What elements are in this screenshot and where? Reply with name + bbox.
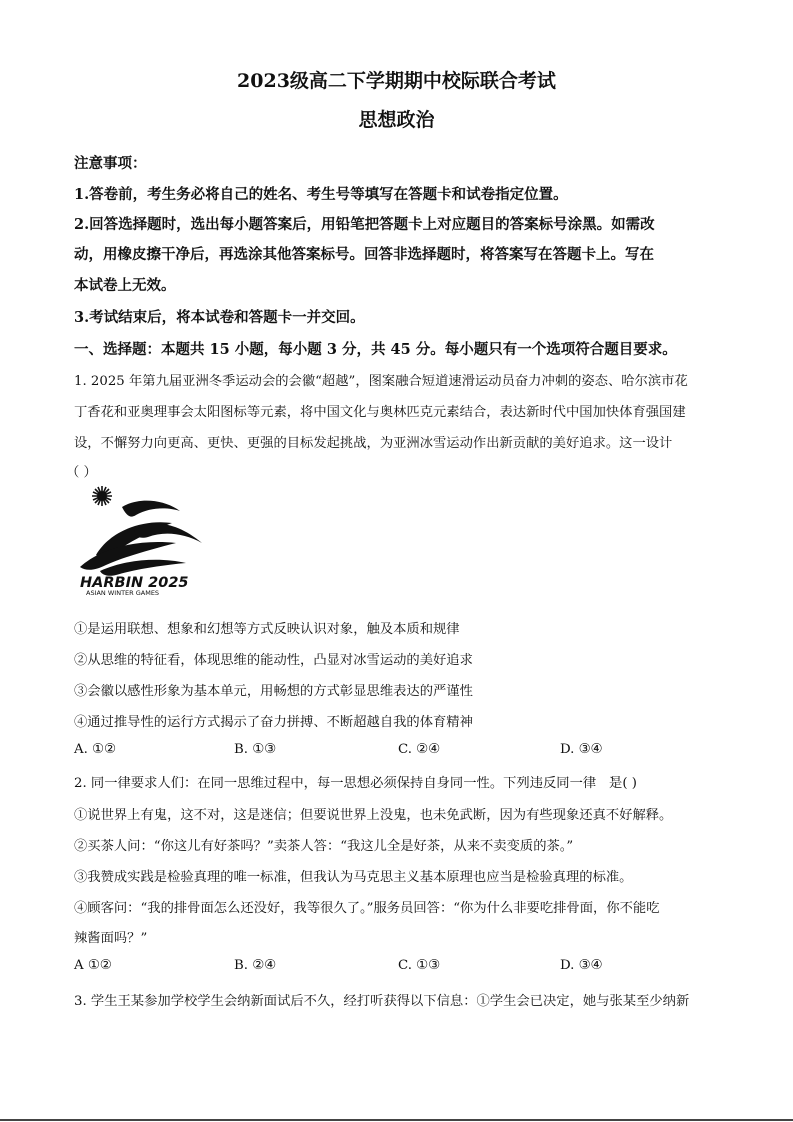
note-1: 1.答卷前，考生务必将自己的姓名、考生号等填写在答题卡和试卷指定位置。 [74,186,568,203]
q2-option-3: ③我赞成实践是检验真理的唯一标准，但我认为马克思主义基本原理也应当是检验真理的标准。 [74,870,633,885]
note-3: 3.考试结束后，将本试卷和答题卡一并交回。 [74,309,365,326]
q1-answer-paren: （ ） [66,465,97,480]
logo-text-harbin: HARBIN 2025 [80,575,189,591]
q1-choice-d: D. ③④ [560,742,603,757]
q2-option-4-line-2: 辣酱面吗？” [74,931,148,946]
q1-option-4: ④通过推导性的运行方式揭示了奋力拼搏、不断超越自我的体育精神 [74,715,473,730]
q1-stem-line-2: 丁香花和亚奥理事会太阳图标等元素，将中国文化与奥林匹克元素结合，表达新时代中国加快体育强国建 [74,405,686,420]
q1-choice-b: B. ①③ [234,742,277,757]
exam-title: 2023级高二下学期期中校际联合考试 [237,70,556,92]
q2-stem: 2. 同一律要求人们：在同一思维过程中，每一思想必须保持自身同一性。下列违反同一律ᅟ̀是( ) [74,776,637,791]
q2-option-4-line-1: ④顾客问：“我的排骨面怎么还没好，我等很久了。”服务员回答：“你为什么非要吃排骨面，你不能吃 [74,901,660,916]
q2-choice-b: B. ②④ [234,958,277,973]
q2-choice-d: D. ③④ [560,958,603,973]
q3-stem: 3. 学生王某参加学校学生会纳新面试后不久，经打听获得以下信息：①学生会已决定，她与张某至少纳新 [74,994,690,1009]
note-2-line-2: 动，用橡皮擦干净后，再选涂其他答案标号。回答非选择题时，将答案写在答题卡上。写在 [74,246,654,263]
section-heading: 一、选择题：本题共 15 小题，每小题 3 分，共 45 分。每小题只有一个选项符合题目要求。 [74,341,677,358]
logo-text-asian-winter-games: ASIAN WINTER GAMES [86,589,160,597]
note-2-line-1: 2.回答选择题时，选出每小题答案后，用铅笔把答题卡上对应题目的答案标号涂黑。如需改 [74,216,655,233]
subject-title: 思想政治 [358,109,435,131]
q1-option-1: ①是运用联想、想象和幻想等方式反映认识对象，触及本质和规律 [74,622,460,637]
sun-icon [92,486,112,506]
q1-option-3: ③会徽以感性形象为基本单元，用畅想的方式彰显思维表达的严谨性 [74,684,473,699]
q2-choice-a: A ①② [74,958,112,973]
note-2-line-3: 本试卷上无效。 [74,277,176,294]
q1-choice-c: C. ②④ [398,742,440,757]
q1-choice-a: A. ①② [74,742,116,757]
page-bottom-divider [0,1119,793,1121]
harbin-2025-logo [76,485,206,597]
logo-graphic [76,485,206,597]
skater-swoosh-icon [80,501,202,576]
q1-option-2: ②从思维的特征看，体现思维的能动性，凸显对冰雪运动的美好追求 [74,653,473,668]
q1-stem-line-3: 设，不懈努力向更高、更快、更强的目标发起挑战，为亚洲冰雪运动作出新贡献的美好追求。这一设计 [74,436,673,451]
notes-heading: 注意事项： [74,155,147,172]
q2-option-1: ①说世界上有鬼，这不对，这是迷信；但要说世界上没鬼，也未免武断，因为有些现象还真不好解释。 [74,808,673,823]
q2-option-2: ②买茶人问：“你这儿有好茶吗？”卖茶人答：“我这儿全是好茶，从来不卖变质的茶。” [74,839,574,854]
q1-stem-line-1: 1. 2025 年第九届亚洲冬季运动会的会徽“超越”，图案融合短道速滑运动员奋力冲刺的姿态、哈尔滨市花 [74,374,688,389]
q2-choice-c: C. ①③ [398,958,440,973]
